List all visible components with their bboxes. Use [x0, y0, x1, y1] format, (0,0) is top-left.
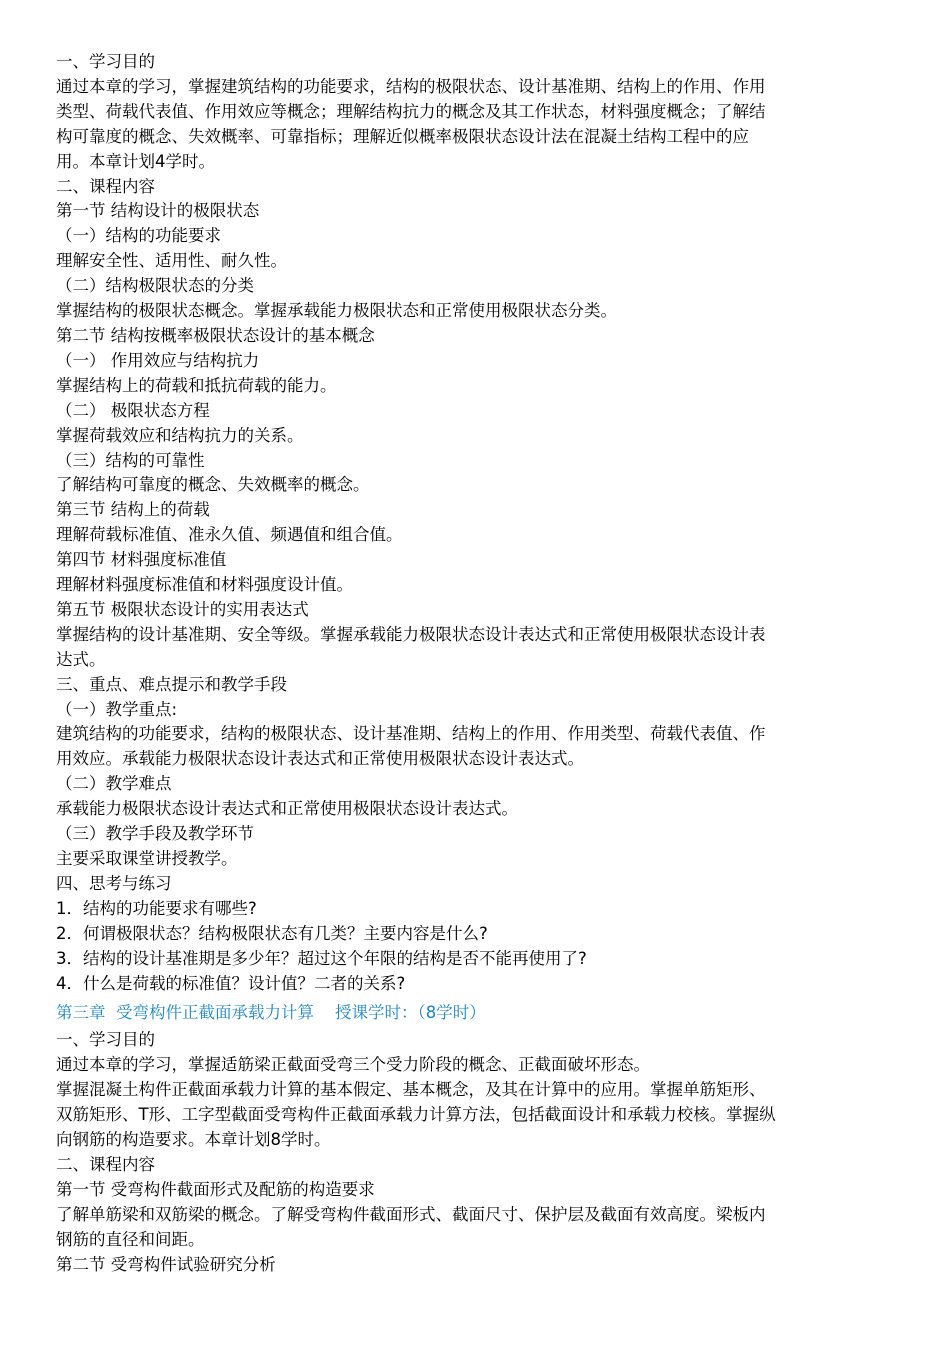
section-heading-content: 二、课程内容: [56, 176, 155, 196]
part5-body: 掌握结构的设计基准期、安全等级。掌握承载能力极限状态设计表达式和正常使用极限状态设计表 达式。: [56, 624, 766, 669]
ch3-part1-heading: 第一节 受弯构件截面形式及配筋的构造要求: [56, 1179, 375, 1199]
exercise-question-2: 2．何谓极限状态？结构极限状态有几类？主要内容是什么?: [56, 923, 488, 943]
part2-sub3-body: 了解结构可靠度的概念、失效概率的概念。: [56, 475, 370, 495]
ch3-part1-body: 了解单筋梁和双筋梁的概念。了解受弯构件截面形式、截面尺寸、保护层及截面有效高度。梁板内 钢筋的直径和间距。: [56, 1204, 766, 1249]
key-points-sub3-heading: （三）教学手段及教学环节: [56, 824, 254, 844]
section-heading-objectives: 一、学习目的: [56, 52, 155, 71]
section-heading-exercises: 四、思考与练习: [56, 873, 172, 893]
key-points-sub3-body: 主要采取课堂讲授教学。: [56, 849, 238, 868]
key-points-sub1-body: 建筑结构的功能要求，结构的极限状态、设计基准期、结构上的作用、作用类型、荷载代表值、作 用效应。承载能力极限状态设计表达式和正常使用极限状态设计表达式。: [56, 724, 766, 769]
part1-sub2-heading: （二）结构极限状态的分类: [56, 276, 254, 296]
part1-sub2-body: 掌握结构的极限状态概念。掌握承载能力极限状态和正常使用极限状态分类。: [56, 301, 617, 321]
part3-body: 理解荷载标准值、准永久值、频遇值和组合值。: [56, 525, 403, 545]
ch3-part2-heading: 第二节 受弯构件试验研究分析: [56, 1254, 276, 1274]
part2-sub3-heading: （三）结构的可靠性: [56, 450, 205, 470]
part5-heading: 第五节 极限状态设计的实用表达式: [56, 599, 309, 619]
exercise-question-3: 3．结构的设计基准期是多少年？超过这个年限的结构是否不能再使用了?: [56, 948, 587, 968]
chapter3-heading: 第三章 受弯构件正截面承载力计算 授课学时：（8学时）: [56, 1003, 486, 1023]
part1-sub1-heading: （一）结构的功能要求: [56, 226, 221, 246]
key-points-sub2-body: 承载能力极限状态设计表达式和正常使用极限状态设计表达式。: [56, 799, 518, 819]
part4-body: 理解材料强度标准值和材料强度设计值。: [56, 575, 353, 595]
objectives-paragraph: 通过本章的学习，掌握建筑结构的功能要求，结构的极限状态、设计基准期、结构上的作用、作用 类型、荷载代表值、作用效应等概念；理解结构抗力的概念及其工作状态，材料强度概念；了解结 构可靠度的概念、失效概率、可靠指标；理解近似概率极限状态设计法在混凝土结构工程中的应 用。本章计划4学时。: [56, 76, 766, 171]
document-page: [56, 50, 886, 1277]
part2-sub2-body: 掌握荷载效应和结构抗力的关系。: [56, 425, 304, 445]
part2-heading: 第二节 结构按概率极限状态设计的基本概念: [56, 325, 375, 345]
part4-heading: 第四节 材料强度标准值: [56, 550, 227, 570]
key-points-sub1-heading: （一）教学重点:: [56, 699, 178, 719]
part2-sub1-body: 掌握结构上的荷载和抵抗荷载的能力。: [56, 375, 337, 395]
part1-sub1-body: 理解安全性、适用性、耐久性。: [56, 251, 287, 271]
section-heading-key-points: 三、重点、难点提示和教学手段: [56, 674, 287, 694]
exercise-question-4: 4．什么是荷载的标准值？设计值？二者的关系?: [56, 973, 406, 993]
ch3-section-heading-objectives: 一、学习目的: [56, 1030, 155, 1050]
part2-sub1-heading: （一） 作用效应与结构抗力: [56, 350, 260, 370]
part2-sub2-heading: （二） 极限状态方程: [56, 400, 210, 420]
key-points-sub2-heading: （二）教学难点: [56, 774, 172, 794]
ch3-objectives-paragraph: 通过本章的学习，掌握适筋梁正截面受弯三个受力阶段的概念、正截面破坏形态。 掌握混凝土构件正截面承载力计算的基本假定、基本概念，及其在计算中的应用。掌握单筋矩形、 双筋矩形、T形、工字型截面受弯构件正截面承载力计算方法，包括截面设计和承载力校核。掌握纵 向钢筋的构造要求。本章计划8学时。: [56, 1055, 776, 1149]
part1-heading: 第一节 结构设计的极限状态: [56, 201, 260, 221]
part3-heading: 第三节 结构上的荷载: [56, 500, 210, 520]
ch3-section-heading-content: 二、课程内容: [56, 1154, 155, 1174]
exercise-question-1: 1．结构的功能要求有哪些?: [56, 898, 257, 918]
